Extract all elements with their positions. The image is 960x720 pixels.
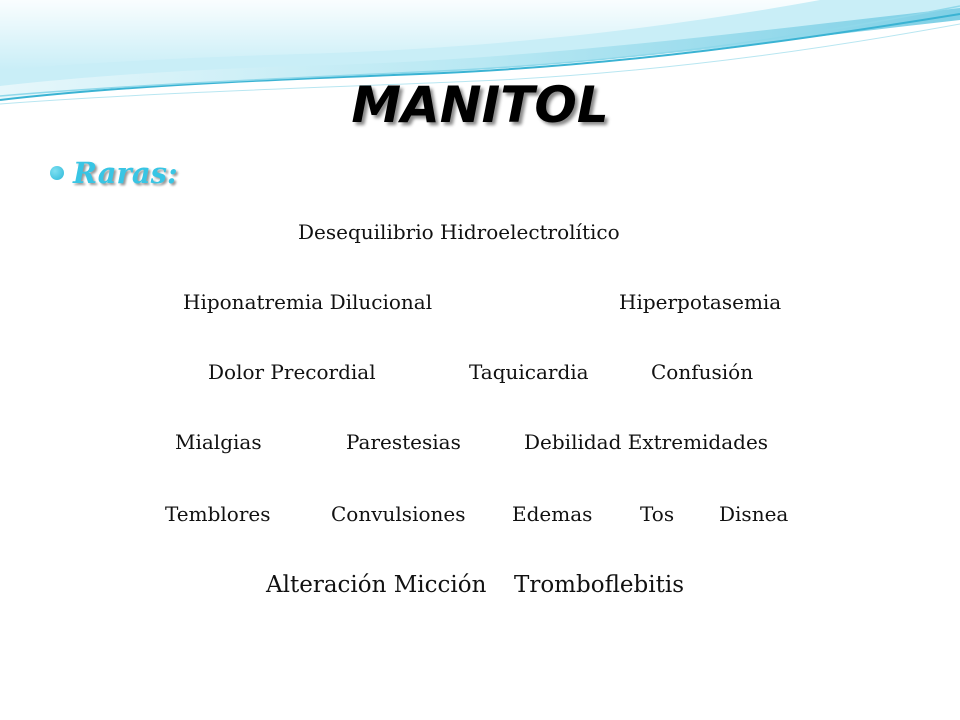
text-item: Disnea [719,502,789,526]
bullet-dot-icon [50,166,64,180]
text-item: Hiponatremia Dilucional [183,290,433,314]
text-item: Tromboflebitis [514,572,684,598]
text-item: Parestesias [346,430,461,454]
bullet-label: Raras: [73,156,178,190]
text-item: Hiperpotasemia [619,290,782,314]
text-item: Taquicardia [469,360,589,384]
text-item: Convulsiones [331,502,466,526]
text-item: Dolor Precordial [208,360,376,384]
text-item: Alteración Micción [266,572,487,598]
slide-title: MANITOL [351,76,609,134]
text-item: Mialgias [175,430,262,454]
text-item: Desequilibrio Hidroelectrolítico [298,220,620,244]
text-item: Temblores [165,502,271,526]
text-item: Tos [640,502,675,526]
text-item: Edemas [512,502,593,526]
text-item: Confusión [651,360,754,384]
text-item: Debilidad Extremidades [524,430,769,454]
bullet-item [50,156,178,190]
